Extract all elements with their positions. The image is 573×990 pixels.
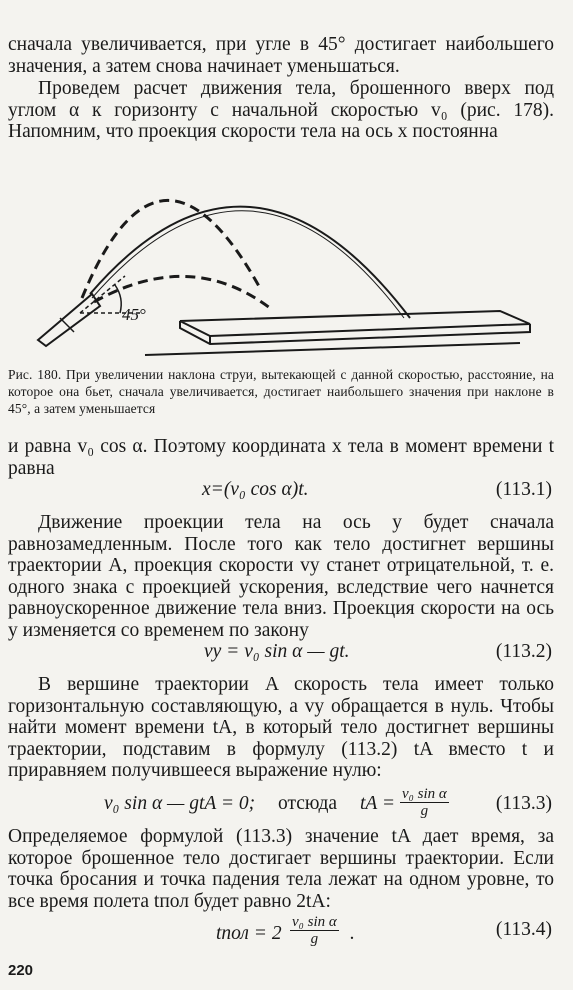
equation-113-4	[8, 914, 554, 952]
equation-tA: tA =	[360, 793, 396, 814]
equation-113-3	[8, 788, 554, 822]
figure-water-jet	[20, 148, 540, 366]
equation-number: (113.1)	[495, 479, 552, 500]
fraction-denominator: g	[310, 931, 319, 947]
equation-number: (113.3)	[495, 793, 552, 814]
equation-lhs: tпол = 2	[216, 923, 282, 944]
equation-expression: x=(v₀ cos α)t.	[202, 479, 309, 500]
figure-caption: Рис. 180. При увеличении наклона струи, вытекающей с данной скоростью, расстояние, на которое она бьет, сначала увеличивается, достигает наибольшего значения при наклоне в 45°, а затем уменьшается	[8, 367, 554, 416]
fraction-numerator: v₀ sin α	[402, 786, 447, 802]
paragraph-apex: В вершине траектории A скорость тела имеет только горизонтальную составляющую, а vy обращается в нуль. Чтобы найти момент времени tA, в который тело достигнет вершины траектории, подставим в формулу (113.2) tA вместо t и приравняем получившееся выражение нулю:	[8, 674, 554, 781]
figure-illustration	[20, 148, 540, 366]
equation-fraction	[290, 914, 339, 947]
paragraph-flight-time: Определяемое формулой (113.3) значение tA дает время, за которое брошенное тело достигает вершины траектории. Если точка бросания и точка падения тела лежат на одном уровне, то все время полета tпол будет равно 2tA:	[8, 826, 554, 912]
paragraph-intro: сначала увеличивается, при угле в 45° достигает наибольшего значения, а затем снова начинает уменьшаться.	[8, 34, 554, 77]
equation-113-2	[8, 640, 554, 666]
fraction-numerator: v₀ sin α	[292, 914, 337, 930]
fraction-denominator: g	[420, 803, 429, 819]
equation-tail: .	[350, 923, 355, 944]
paragraph-setup: Проведем расчет движения тела, брошенного вверх под углом α к горизонту с начальной скоростью v₀ (рис. 178). Напомним, что проекция скорости тела на ось x постоянна	[8, 78, 554, 142]
equation-113-1	[8, 478, 554, 504]
paragraph-y-motion: Движение проекции тела на ось y будет сначала равнозамедленным. После того как тело достигнет вершины траектории A, проекция скорости vy станет отрицательной, т. е. одного знака с проекцией ускорения, вследствие чего начнется равноускоренное движение тела вниз. Проекция скорости на ось y изменяется со временем по закону	[8, 512, 554, 641]
equation-expression: vy = v₀ sin α — gt.	[204, 641, 350, 662]
equation-fraction	[400, 786, 449, 819]
equation-word: отсюда	[278, 793, 338, 814]
page-number: 220	[8, 962, 34, 979]
angle-label: 45°	[122, 305, 146, 324]
equation-left: v₀ sin α — gtA = 0;	[104, 793, 256, 814]
equation-number: (113.4)	[495, 919, 552, 940]
equation-number: (113.2)	[495, 641, 552, 662]
paragraph-x-velocity: и равна v₀ cos α. Поэтому координата x тела в момент времени t равна	[8, 436, 554, 479]
